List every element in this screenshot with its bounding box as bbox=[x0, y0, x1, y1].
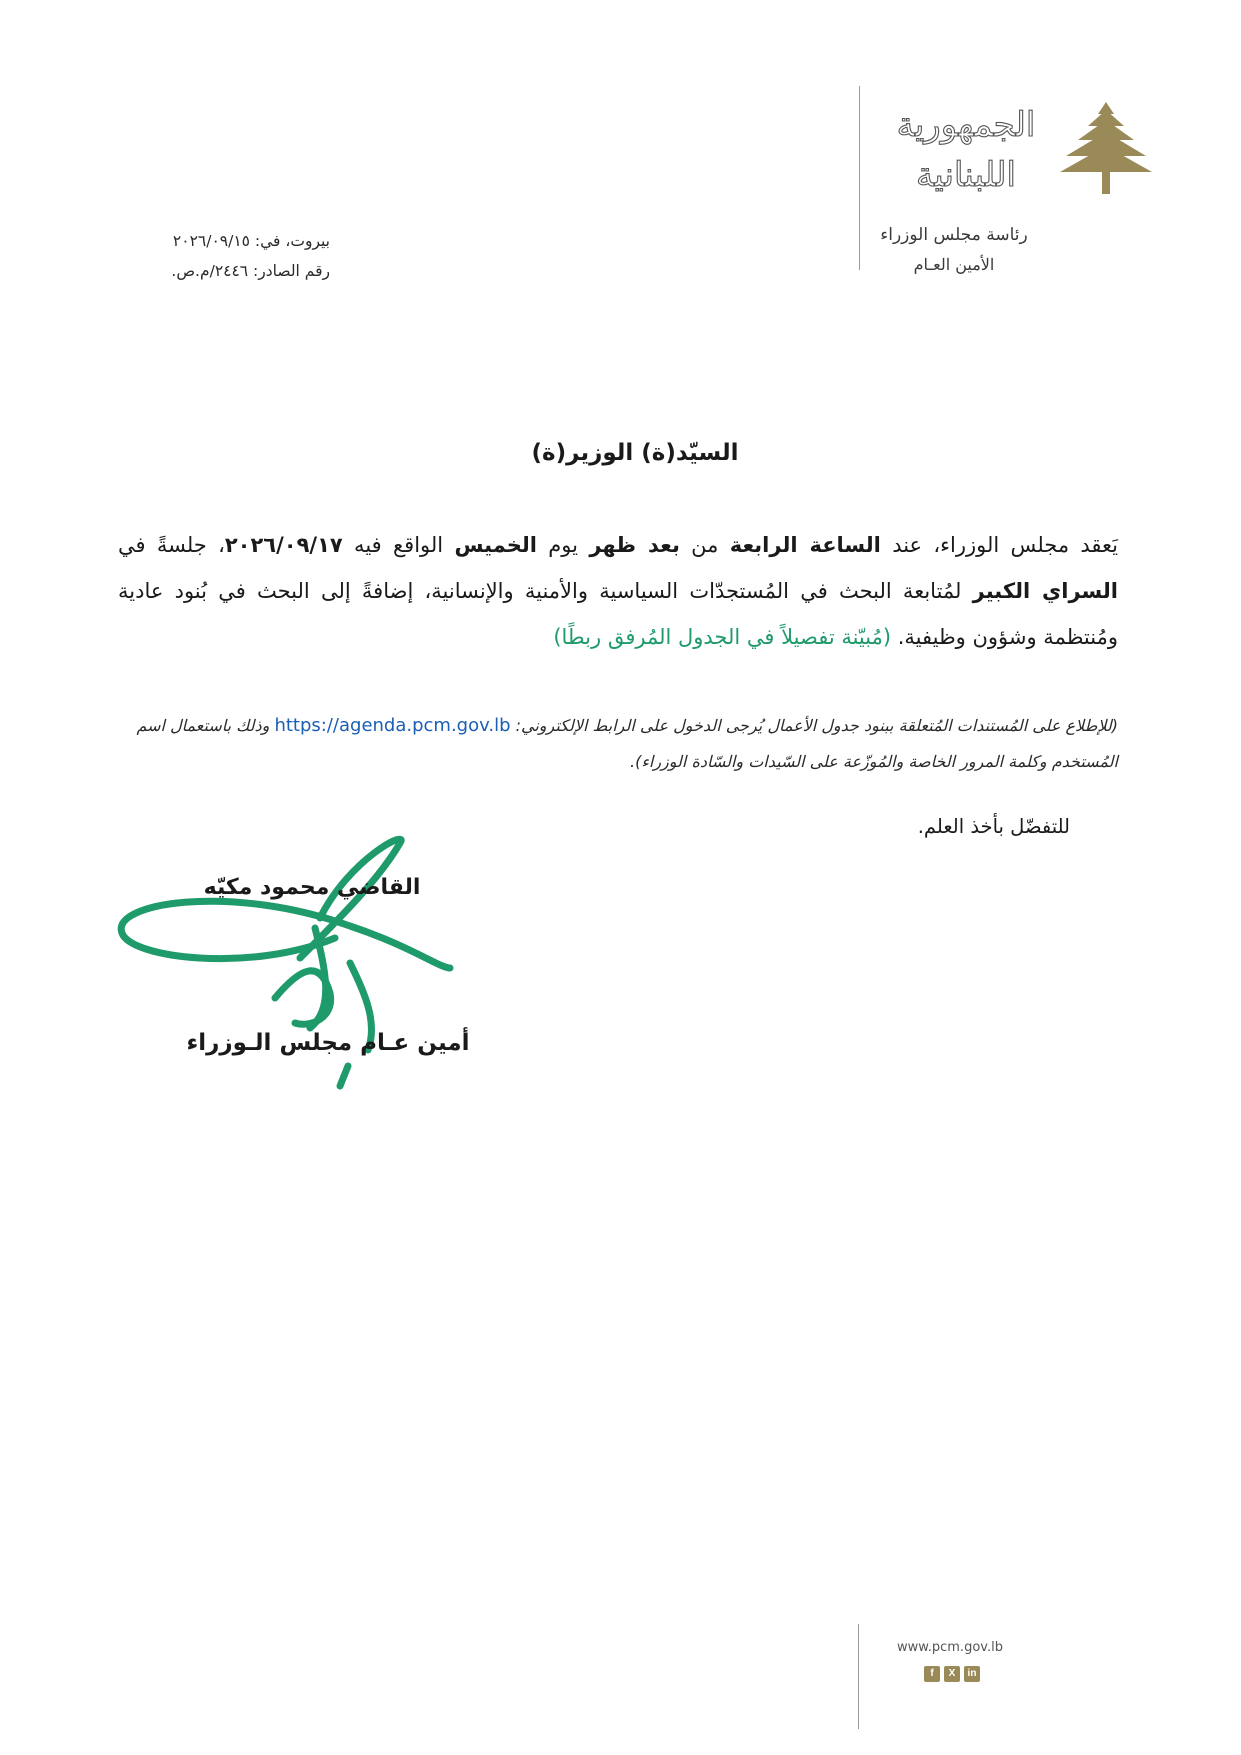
attachment-note: (مُبيّنة تفصيلاً في الجدول المُرفق ربطًا) bbox=[553, 625, 892, 649]
cedar-emblem-icon bbox=[1058, 98, 1154, 198]
footer-divider bbox=[858, 1624, 859, 1729]
reference-number: رقم الصادر: ٢٤٤٦/م.ص. bbox=[171, 262, 330, 280]
note-text: (للإطلاع على المُستندات المُتعلقة ببنود جدول الأعمال يُرجى الدخول على الرابط الإلكتروني: bbox=[510, 716, 1118, 735]
linkedin-icon[interactable]: in bbox=[964, 1666, 980, 1682]
handwritten-signature bbox=[110, 818, 490, 1098]
salutation: السيّد(ة) الوزير(ة) bbox=[531, 440, 739, 466]
header-divider bbox=[859, 86, 860, 270]
agenda-link[interactable]: https://agenda.pcm.gov.lb bbox=[274, 715, 511, 736]
reference-block bbox=[120, 226, 330, 286]
facebook-icon[interactable]: f bbox=[924, 1666, 940, 1682]
republic-calligraphy-logo bbox=[886, 92, 1046, 202]
meeting-date: ٢٠٢٦/٠٩/١٧ bbox=[224, 533, 343, 557]
text-run: الواقع فيه bbox=[342, 533, 455, 557]
text-run: يوم bbox=[537, 533, 590, 557]
office-name: رئاسة مجلس الوزراء bbox=[880, 225, 1028, 245]
meeting-time: الساعة الرابعة bbox=[729, 533, 881, 557]
closing-line: للتفضّل بأخذ العلم. bbox=[917, 815, 1070, 838]
meeting-venue: السراي الكبير bbox=[972, 579, 1118, 603]
meeting-period: بعد ظهر bbox=[589, 533, 680, 557]
meeting-day: الخميس bbox=[454, 533, 537, 557]
text-run: لمُتابعة البحث في المُستجدّات السياسية والأمنية والإنسانية، إضافةً إلى البحث في بُنود عادية ومُنتظمة وشؤون وظيفية. bbox=[118, 579, 1118, 649]
office-subtitle: الأمين العـام bbox=[913, 255, 995, 274]
text-run: يَعقد مجلس الوزراء، عند bbox=[880, 533, 1119, 557]
text-run: من bbox=[679, 533, 730, 557]
signer-title: أمين عـام مجلس الـوزراء bbox=[186, 1030, 470, 1056]
date-line: بيروت، في: ٢٠٢٦/٠٩/١٥ bbox=[172, 232, 330, 250]
svg-text:اللبنانية: اللبنانية bbox=[916, 155, 1016, 195]
signer-name: القاضي محمود مكيّه bbox=[203, 875, 421, 900]
svg-text:الجمهورية: الجمهورية bbox=[896, 105, 1036, 145]
footer-url[interactable]: www.pcm.gov.lb bbox=[897, 1640, 1003, 1655]
x-icon[interactable]: X bbox=[944, 1666, 960, 1682]
agenda-note bbox=[118, 708, 1118, 780]
social-icons bbox=[912, 1666, 992, 1684]
text-run: ، جلسةً في bbox=[118, 533, 225, 557]
main-paragraph bbox=[118, 522, 1118, 660]
note-text: وذلك باستعمال اسم المُستخدم وكلمة المرور الخاصة والمُوزّعة على السّيدات والسّادة الوزراء). bbox=[136, 716, 1118, 771]
